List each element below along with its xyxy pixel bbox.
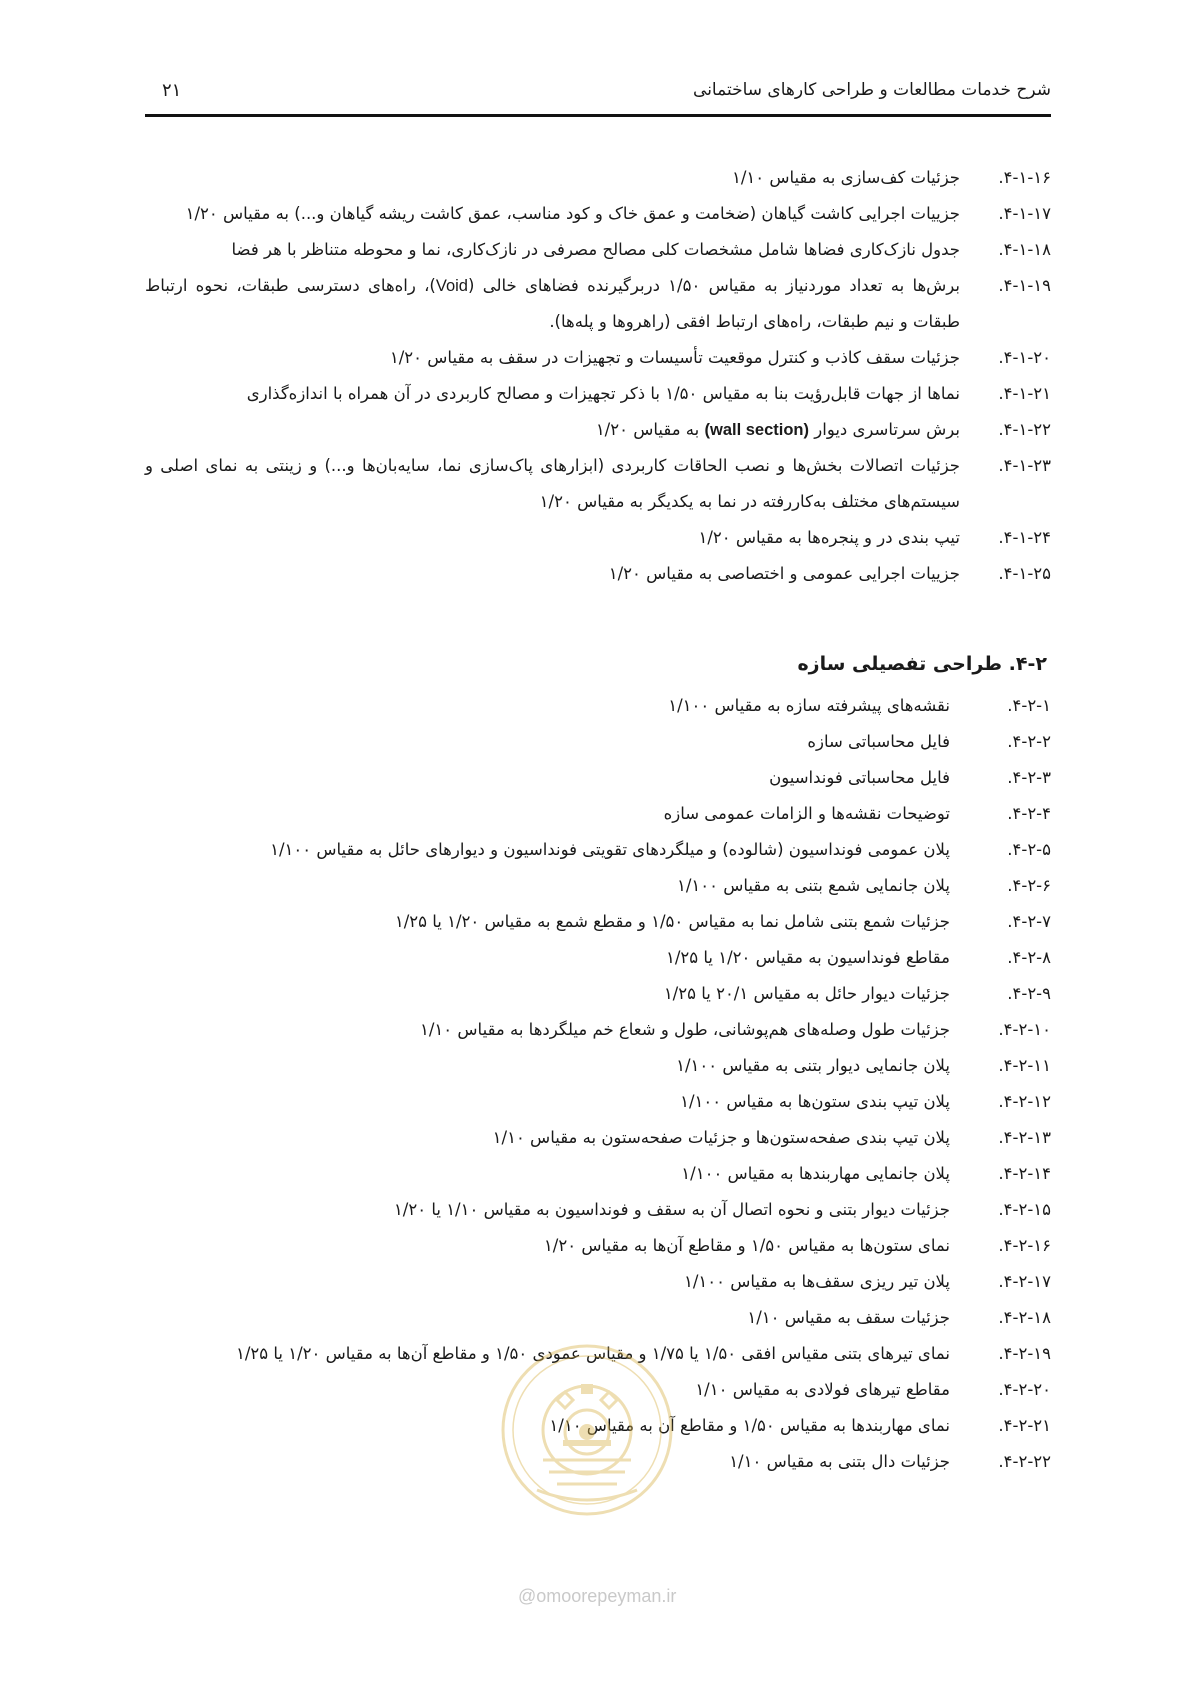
item-number: ۴-۱-۱۷. [998, 204, 1051, 223]
item-number: ۴-۱-۲۴. [998, 528, 1051, 547]
item-text: جزئیات دیوار حائل به مقیاس ۲۰/۱ یا ۱/۲۵ [663, 984, 950, 1003]
item-number: ۴-۲-۱۶. [998, 1236, 1051, 1255]
list-item [145, 1012, 1051, 1048]
list-item [145, 1264, 1051, 1300]
watermark-seal-logo [497, 1340, 677, 1520]
list-item [145, 448, 1051, 520]
list-item [145, 376, 1051, 412]
list-item [145, 1192, 1051, 1228]
item-number: ۴-۱-۲۳. [998, 456, 1051, 475]
item-text: جزییات اجرایی عمومی و اختصاصی به مقیاس ۱/۲۰ [608, 564, 960, 583]
item-text: جزئیات دیوار بتنی و نحوه اتصال آن به سقف و فونداسیون به مقیاس ۱/۱۰ یا ۱/۲۰ [393, 1200, 950, 1219]
list-item [145, 1084, 1051, 1120]
item-text: پلان تیپ بندی ستون‌ها به مقیاس ۱/۱۰۰ [680, 1092, 950, 1111]
latin-term: Void [435, 277, 468, 295]
item-text: نمای تیرهای بتنی مقیاس افقی ۱/۵۰ یا ۱/۷۵ و مقیاس عمودی ۱/۵۰ و مقاطع آن‌ها به مقیاس ۱/۲۰ یا ۱/۲۵ [235, 1344, 950, 1363]
item-text: فایل محاسباتی سازه [807, 732, 950, 751]
running-header-title: شرح خدمات مطالعات و طراحی کارهای ساختمانی [693, 80, 1051, 100]
list-item [145, 412, 1051, 448]
item-text: تیپ بندی در و پنجره‌ها به مقیاس ۱/۲۰ [698, 528, 960, 547]
list-item [145, 688, 1051, 724]
list-item [145, 1228, 1051, 1264]
item-text: پلان جانمایی دیوار بتنی به مقیاس ۱/۱۰۰ [676, 1056, 950, 1075]
item-number: ۴-۲-۲۱. [998, 1416, 1051, 1435]
list-item [145, 796, 1051, 832]
item-number: ۴-۲-۲۲. [998, 1452, 1051, 1471]
list-item [145, 196, 1051, 232]
item-number: ۴-۲-۱. [1007, 696, 1051, 715]
latin-term: (wall section) [704, 421, 810, 439]
list-item [145, 868, 1051, 904]
list-item [145, 976, 1051, 1012]
item-text: نمای ستون‌ها به مقیاس ۱/۵۰ و مقاطع آن‌ها به مقیاس ۱/۲۰ [543, 1236, 950, 1255]
item-number: ۴-۱-۲۱. [998, 384, 1051, 403]
item-text [145, 276, 960, 331]
item-text: توضیحات نقشه‌ها و الزامات عمومی سازه [663, 804, 950, 823]
item-text: جزئیات اتصالات بخش‌ها و نصب الحاقات کاربردی (ابزارهای پاک‌سازی نما، سایه‌بان‌ها و...) و زینتی به نمای اصلی و سیستم‌های مختلف به‌کاررفته در نما به یکدیگر به مقیاس ۱/۲۰ [145, 456, 960, 511]
item-number: ۴-۲-۳. [1007, 768, 1051, 787]
list-item [145, 832, 1051, 868]
item-text [596, 420, 960, 439]
list-item [145, 340, 1051, 376]
list-item [145, 1120, 1051, 1156]
item-number: ۴-۱-۲۲. [998, 420, 1051, 439]
item-number: ۴-۱-۱۹. [998, 276, 1051, 295]
list-item [145, 1300, 1051, 1336]
item-number: ۴-۲-۵. [1007, 840, 1051, 859]
item-number: ۴-۱-۱۸. [998, 240, 1051, 259]
page-number: ۲۱ [162, 80, 182, 101]
content-body [145, 160, 1051, 1480]
list-item [145, 940, 1051, 976]
list-item [145, 556, 1051, 592]
item-number: ۴-۲-۶. [1007, 876, 1051, 895]
header-rule [145, 114, 1051, 117]
list-item [145, 760, 1051, 796]
item-text: نقشه‌های پیشرفته سازه به مقیاس ۱/۱۰۰ [668, 696, 950, 715]
list-item [145, 1048, 1051, 1084]
list-item [145, 268, 1051, 340]
section-heading: ۴-۲. طراحی تفصیلی سازه [797, 653, 1047, 675]
item-text: فایل محاسباتی فونداسیون [769, 768, 950, 787]
item-number: ۴-۲-۱۰. [998, 1020, 1051, 1039]
item-number: ۴-۲-۱۲. [998, 1092, 1051, 1111]
item-text: پلان عمومی فونداسیون (شالوده) و میلگردهای تقویتی فونداسیون و دیوارهای حائل به مقیاس ۱/۱۰۰ [270, 840, 950, 859]
item-number: ۴-۲-۱۴. [998, 1164, 1051, 1183]
item-text: جزئیات سقف به مقیاس ۱/۱۰ [747, 1308, 950, 1327]
item-text: پلان تیپ بندی صفحه‌ستون‌ها و جزئیات صفحه‌ستون به مقیاس ۱/۱۰ [492, 1128, 950, 1147]
item-text: نمای مهاربندها به مقیاس ۱/۵۰ و مقاطع آن به مقیاس ۱/۱۰ [549, 1416, 950, 1435]
list-item [145, 520, 1051, 556]
item-text: جزئیات طول وصله‌های هم‌پوشانی، طول و شعاع خم میلگردها به مقیاس ۱/۱۰ [420, 1020, 950, 1039]
item-text-part: برش‌ها به تعداد موردنیاز به مقیاس ۱/۵۰ دربرگیرنده فضاهای خالی ( [468, 276, 961, 295]
item-text: جزئیات کف‌سازی به مقیاس ۱/۱۰ [731, 168, 960, 187]
item-text-part: )، راه‌های دسترسی طبقات، نحوه ارتباط طبقات و نیم طبقات، راه‌های ارتباط افقی (راهروها و پله‌ها). [145, 276, 960, 331]
item-text-part: برش سرتاسری دیوار [809, 420, 960, 439]
item-text: پلان جانمایی مهاربندها به مقیاس ۱/۱۰۰ [681, 1164, 950, 1183]
item-number: ۴-۲-۱۹. [998, 1344, 1051, 1363]
item-number: ۴-۱-۲۵. [998, 564, 1051, 583]
item-number: ۴-۲-۸. [1007, 948, 1051, 967]
item-text: نماها از جهات قابل‌رؤیت بنا به مقیاس ۱/۵۰ با ذکر تجهیزات و مصالح کاربردی در آن همراه با اندازه‌گذاری [246, 384, 960, 403]
item-text: جدول نازک‌کاری فضاها شامل مشخصات کلی مصالح مصرفی در نازک‌کاری، نما و محوطه متناظر با هر فضا [231, 240, 960, 259]
item-number: ۴-۲-۱۸. [998, 1308, 1051, 1327]
list-section-1 [145, 160, 1051, 592]
item-number: ۴-۲-۲۰. [998, 1380, 1051, 1399]
item-text-part: به مقیاس ۱/۲۰ [595, 420, 705, 439]
item-text: جزئیات شمع بتنی شامل نما به مقیاس ۱/۵۰ و مقطع شمع به مقیاس ۱/۲۰ یا ۱/۲۵ [394, 912, 950, 931]
item-number: ۴-۲-۹. [1007, 984, 1051, 1003]
item-text: مقاطع تیرهای فولادی به مقیاس ۱/۱۰ [695, 1380, 950, 1399]
list-item [145, 160, 1051, 196]
watermark-url: @omoorepeyman.ir [518, 1586, 677, 1606]
item-text: جزئیات دال بتنی به مقیاس ۱/۱۰ [729, 1452, 950, 1471]
item-text: جزئیات سقف کاذب و کنترل موقعیت تأسیسات و تجهیزات در سقف به مقیاس ۱/۲۰ [389, 348, 960, 367]
item-number: ۴-۲-۱۷. [998, 1272, 1051, 1291]
item-number: ۴-۲-۱۳. [998, 1128, 1051, 1147]
item-number: ۴-۱-۲۰. [998, 348, 1051, 367]
item-number: ۴-۲-۱۵. [998, 1200, 1051, 1219]
item-number: ۴-۲-۲. [1007, 732, 1051, 751]
item-number: ۴-۲-۴. [1007, 804, 1051, 823]
item-text: مقاطع فونداسیون به مقیاس ۱/۲۰ یا ۱/۲۵ [666, 948, 950, 967]
item-text: پلان تیر ریزی سقف‌ها به مقیاس ۱/۱۰۰ [683, 1272, 950, 1291]
item-number: ۴-۲-۱۱. [998, 1056, 1051, 1075]
item-text: پلان جانمایی شمع بتنی به مقیاس ۱/۱۰۰ [677, 876, 950, 895]
item-number: ۴-۲-۷. [1007, 912, 1051, 931]
item-number: ۴-۱-۱۶. [998, 168, 1051, 187]
list-item [145, 232, 1051, 268]
list-item [145, 724, 1051, 760]
list-item [145, 1156, 1051, 1192]
item-text: جزییات اجرایی کاشت گیاهان (ضخامت و عمق خاک و کود مناسب، عمق کاشت ریشه گیاهان و...) به مقیاس ۱/۲۰ [185, 204, 960, 223]
list-item [145, 904, 1051, 940]
